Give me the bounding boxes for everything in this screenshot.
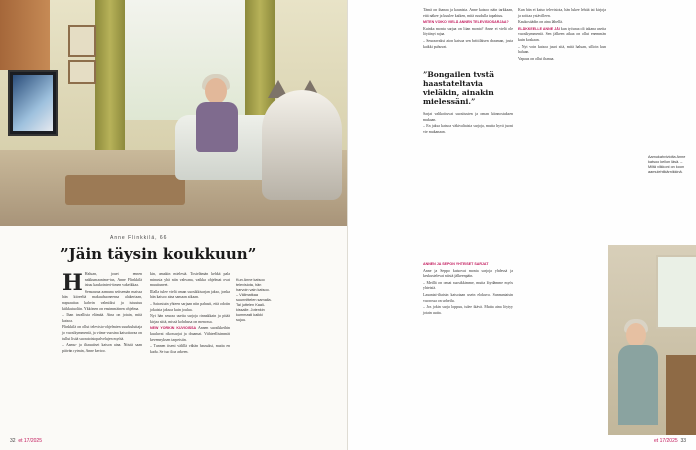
right-column-1: Tämä on ihanaa ja kaunista. Anne katsoo näin tarkkaan, että näkee ja kuulee kaiken, mitä ruudulla tapahtuu. MITEN VOIKO VIELÄ ANNEN TELEVISIOSARJAA? Kuinka monta sarjaa on liian monta? Anne ei vielä ole löytänyt rajaa. – Seuraavaksi aion katsoa sen brittiläisen draaman, josta kaikki puhuvat. bbox=[423, 8, 513, 49]
wall-picture bbox=[68, 25, 96, 57]
wall-picture bbox=[68, 60, 96, 84]
side-caption: Kun Anne katsoo televisiota, hän harvoin vain katsoo. – Välimatkaa suunnittelen samalla. Tai juttelen Kaali-kissalle. Jotenkin kummasti kaikki sujuu. bbox=[236, 278, 272, 322]
portrait-photo bbox=[608, 245, 696, 435]
headline: ”Jäin täysin koukkuun” bbox=[60, 245, 257, 263]
woman bbox=[626, 323, 646, 347]
drop-cap: H bbox=[62, 270, 83, 296]
cat bbox=[262, 90, 342, 200]
page-number: et 17/2025 33 bbox=[654, 438, 686, 444]
article-column-2: kin, amakin mielestä. Tosielämän kehkä pala minusta yhä niin vahvana, vaikka ohjelmat ovat muuttuneet. Illalla tulee vielä oman suosikkisarjan jakso, jonka hän katsoo aina samaan aikaan. – Sairastuin yhteen sarjaan niin pahasti, että odotin jokaista jaksoa kuin joulua. Nyt hän seuraa useita sarjoja rinnakkain ja pitää kirjaa siitä, missä kohdassa on menossa. NEW YORKIN KUVIOISSA Annen suosikkeihin kuuluvat rikossarjat ja draamat. Viihteellisimmät kevennyksen tarpeisiin. – Tunnen itseni välillä vähän hassuksi, mutta en kadu. Se tuo iloa arkeen. bbox=[150, 272, 230, 354]
right-page bbox=[348, 0, 696, 450]
photo-caption-name: Anne Flinkkilä, 66 bbox=[110, 235, 168, 241]
right-column-2: Kun hän ei katso televisiota, hän lukee lehtiä tai kirjoja ja soittaa ystävilleen. Kaukosäädin on aina lähellä. ELÄKKEELLE ANNE JÄI kun työuraa oli takana useita vuosikymmeniä. Sen jälkeen aikaa on ollut enemmän kuin koskaan. – Nyt voin katsoa juuri sitä, mitä haluan, silloin kun haluan. Vapaus on ollut ihanaa. bbox=[518, 8, 606, 61]
right-column-1-lower: ANNEN JA SEPON YHTEISET SARJAT Anne ja Seppo katsovat monia sarjoja yhdessä ja keskustelevat niistä jälkeenpäin. – Meillä on omat suosikkimme, mutta löydämme myös yhteisiä. Lauantai-iltaisin katsotaan usein elokuva. Sunnuntaisin vuorossa on urheilu. – Jos jokin sarja loppuu, tulee ikävä. Mutta aina löytyy jotain uutta. bbox=[423, 262, 513, 315]
television bbox=[8, 70, 58, 136]
cabinet bbox=[666, 355, 696, 435]
woman bbox=[205, 78, 227, 104]
subheading: NEW YORKIN KUVIOISSA bbox=[150, 326, 197, 331]
subheading: MITEN VOIKO VIELÄ ANNEN TELEVISIOSARJAA? bbox=[423, 20, 509, 25]
subheading: ANNEN JA SEPON YHTEISET SARJAT bbox=[423, 262, 489, 266]
coffee-table bbox=[65, 175, 185, 205]
right-column-1-cont: Sarjat valikoituvat suositusten ja oman kiinnostuksen mukaan. – En jaksa katsoa väkivaltaisia sarjoja, mutta hyvä juoni vie mukanaan. bbox=[423, 112, 513, 134]
article-column-1: H Haluan, jouet ennen nakkumaanime-tus, Anne Flinkkilä istuu kaukointeri-timen vakeikkaa. Sensaaraa aamuna seitsemän maissa hän kiireeltä makuuhuoneensa alakertaan, napsauttaa kahvin valmiiksi ja istuutuu kiikkutuoliin. Ykkönen on ensimmäinen ohjelma. – Ihan tavallista elämää. Aina on jotain, mitä katsoa. Flinkkilä on ollut televisio-ohjelmien suurkuluttaja jo vuosikymmeniä, ja viime vuosina katsottavaa on tullut lisää suoratoistopalvelujen myötä. – Aamu- ja iltauutiset katson aina. Niistä saan päivän rytmin, Anne kertoo. bbox=[62, 270, 142, 353]
side-caption: Aamukahviviolta Anne katsoo kellon läsä. – Miltä viikkoni on koon aamulehtikärnikkinä. bbox=[648, 155, 686, 174]
bookshelf bbox=[0, 0, 50, 70]
living-room-photo bbox=[0, 0, 348, 226]
pull-quote: ”Bongailen tvstä haastateltavia vieläkin, ainakin mielessäni.” bbox=[423, 70, 494, 106]
page-number: 32 et 17/2025 bbox=[10, 438, 42, 444]
subheading: ELÄKKEELLE ANNE JÄI bbox=[518, 26, 560, 31]
